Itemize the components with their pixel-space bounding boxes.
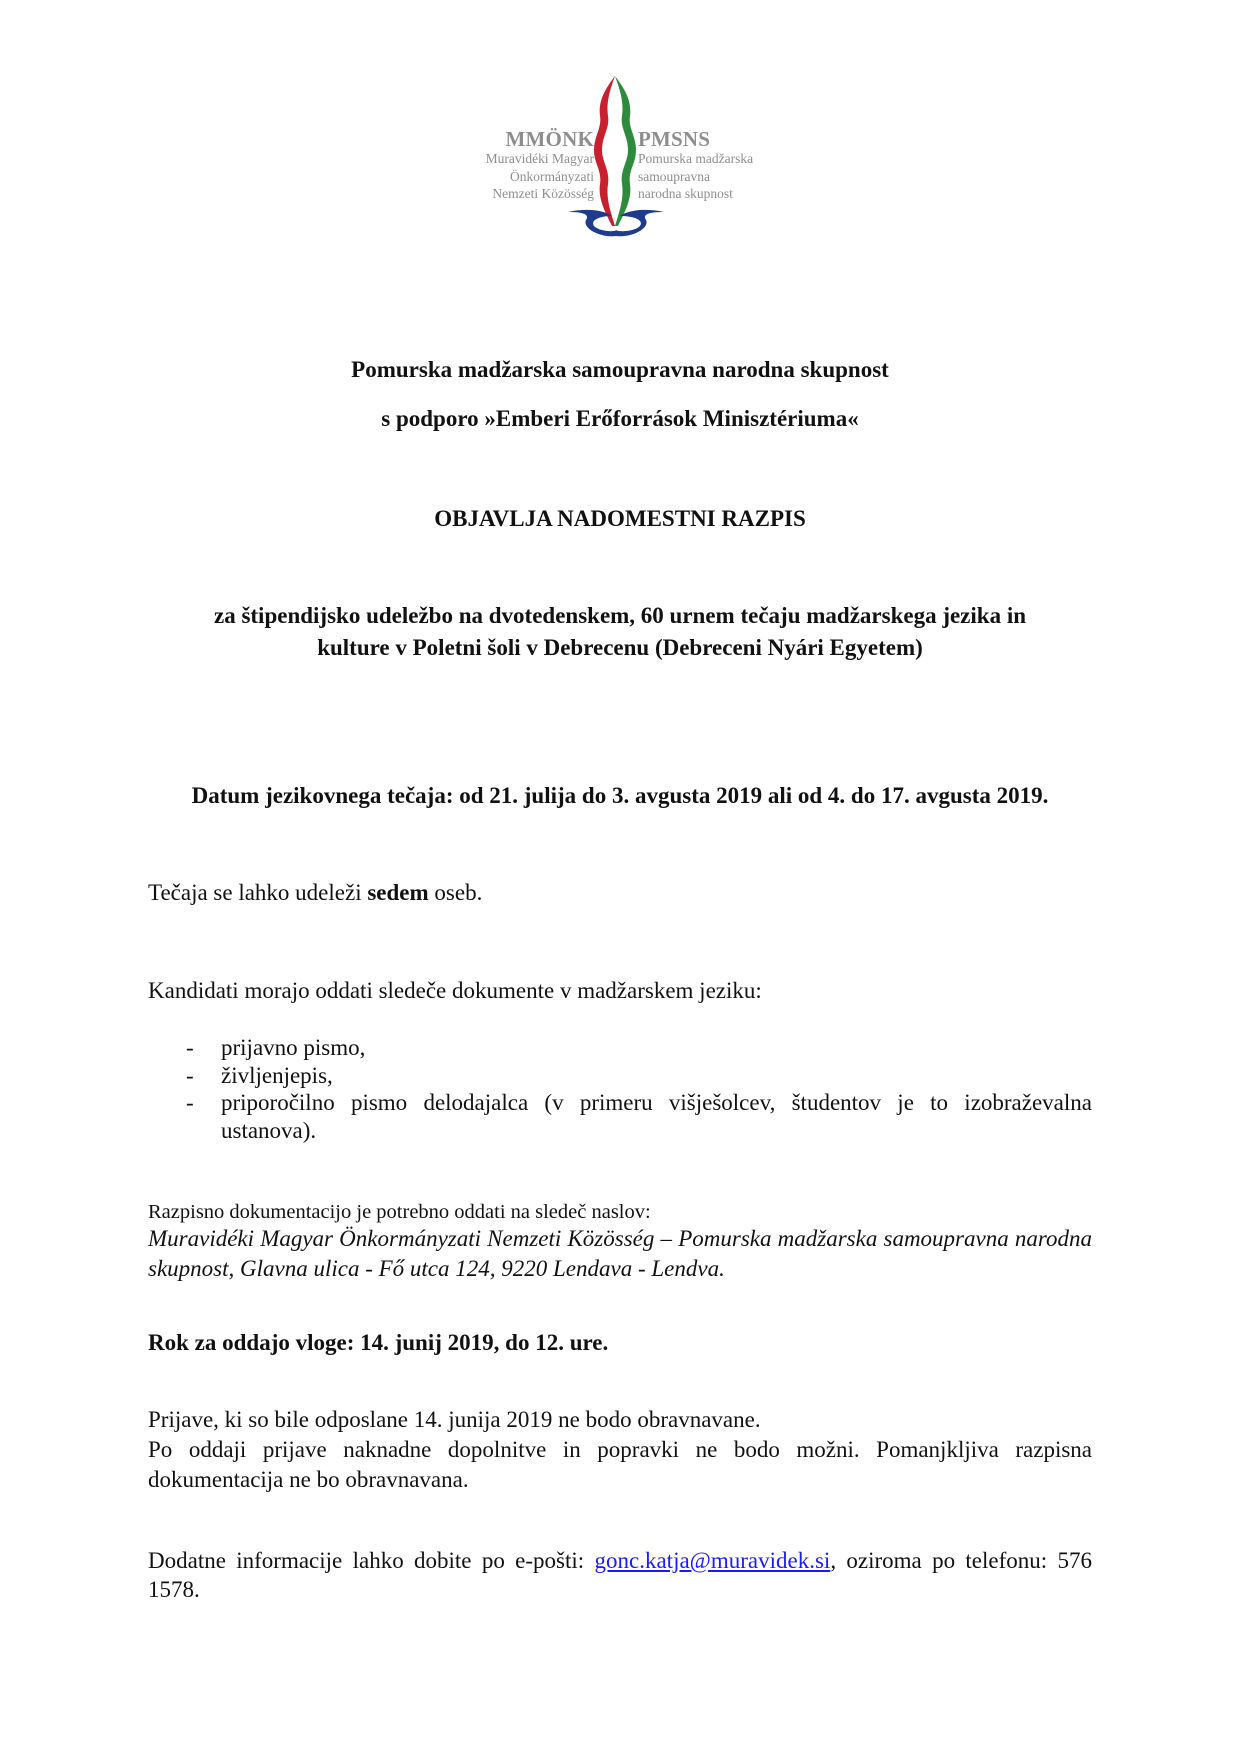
email-link[interactable]: gonc.katja@muravidek.si	[594, 1548, 831, 1573]
list-item-text: prijavno pismo,	[221, 1035, 366, 1060]
logo-right-line: narodna skupnost	[638, 186, 733, 201]
participants-count: sedem	[367, 880, 429, 905]
subtitle-line-1: za štipendijsko udeležbo na dvotedenskem, 60 urnem tečaju madžarskega jezika in	[213, 603, 1027, 628]
document-title: OBJAVLJA NADOMESTNI RAZPIS	[434, 506, 806, 531]
subtitle-line-2: kulture v Poletni šoli v Debrecenu (Debreceni Nyári Egyetem)	[317, 635, 923, 660]
logo-left-line: Muravidéki Magyar	[485, 151, 594, 166]
contact-info	[148, 1546, 1092, 1604]
list-item-text: priporočilno pismo delodajalca (v primeru višješolcev, študentov je to izobraževalna ustanova).	[221, 1090, 1092, 1143]
participants-after: oseb.	[428, 880, 483, 905]
bullet-dash: -	[186, 1090, 194, 1115]
participants-text	[148, 879, 482, 907]
list-item	[148, 1062, 1092, 1090]
emblem-green-flame	[615, 76, 636, 226]
bullet-dash: -	[186, 1035, 194, 1060]
documents-intro: Kandidati morajo oddati sledeče dokumente v madžarskem jeziku:	[148, 978, 762, 1003]
logo-slovenian-name	[638, 128, 838, 203]
late-applications-note: Prijave, ki so bile odposlane 14. junija 2019 ne bodo obravnavane.	[148, 1407, 761, 1432]
list-item	[148, 1034, 1092, 1062]
submission-address: Muravidéki Magyar Önkormányzati Nemzeti Közösség – Pomurska madžarska samoupravna narodna skupnost, Glavna ulica - Fő utca 124, 9220 Lendava - Lendva.	[148, 1226, 1092, 1281]
logo-right-line: samoupravna	[638, 168, 710, 184]
course-dates: Datum jezikovnega tečaja: od 21. julija do 3. avgusta 2019 ali od 4. do 17. avgusta 2019.	[191, 783, 1049, 808]
issuer-line: Pomurska madžarska samoupravna narodna skupnost	[351, 357, 889, 382]
logo-abbr-mmonk: MMÖNK	[505, 127, 594, 151]
address-intro: Razpisno dokumentacijo je potrebno oddati na sledeč naslov:	[148, 1201, 651, 1223]
emblem-red-flame	[594, 76, 615, 226]
logo-left-line: Önkormányzati	[510, 168, 594, 184]
contact-after: , oziroma po telefonu: 576 1578.	[148, 1548, 1093, 1602]
incomplete-applications-note: Po oddaji prijave naknadne dopolnitve in popravki ne bodo možni. Pomanjkljiva razpisna dokumentacija ne bo obravnavana.	[148, 1437, 1092, 1492]
support-line: s podporo »Emberi Erőforrások Minisztériuma«	[381, 406, 859, 431]
documents-list	[148, 1034, 1092, 1144]
deadline: Rok za oddajo vloge: 14. junij 2019, do 12. ure.	[148, 1330, 609, 1355]
bullet-dash: -	[186, 1062, 194, 1088]
logo-left-line: Nemzeti Közösség	[492, 186, 594, 201]
list-item	[148, 1089, 1092, 1144]
list-item-text: življenjepis,	[221, 1062, 333, 1088]
contact-before: Dodatne informacije lahko dobite po e-pošti:	[148, 1548, 595, 1573]
logo-right-line: Pomurska madžarska	[638, 151, 754, 166]
organization-logo	[460, 70, 780, 240]
logo-abbr-pmsns: PMSNS	[638, 127, 711, 151]
participants-before: Tečaja se lahko udeleži	[148, 880, 368, 905]
